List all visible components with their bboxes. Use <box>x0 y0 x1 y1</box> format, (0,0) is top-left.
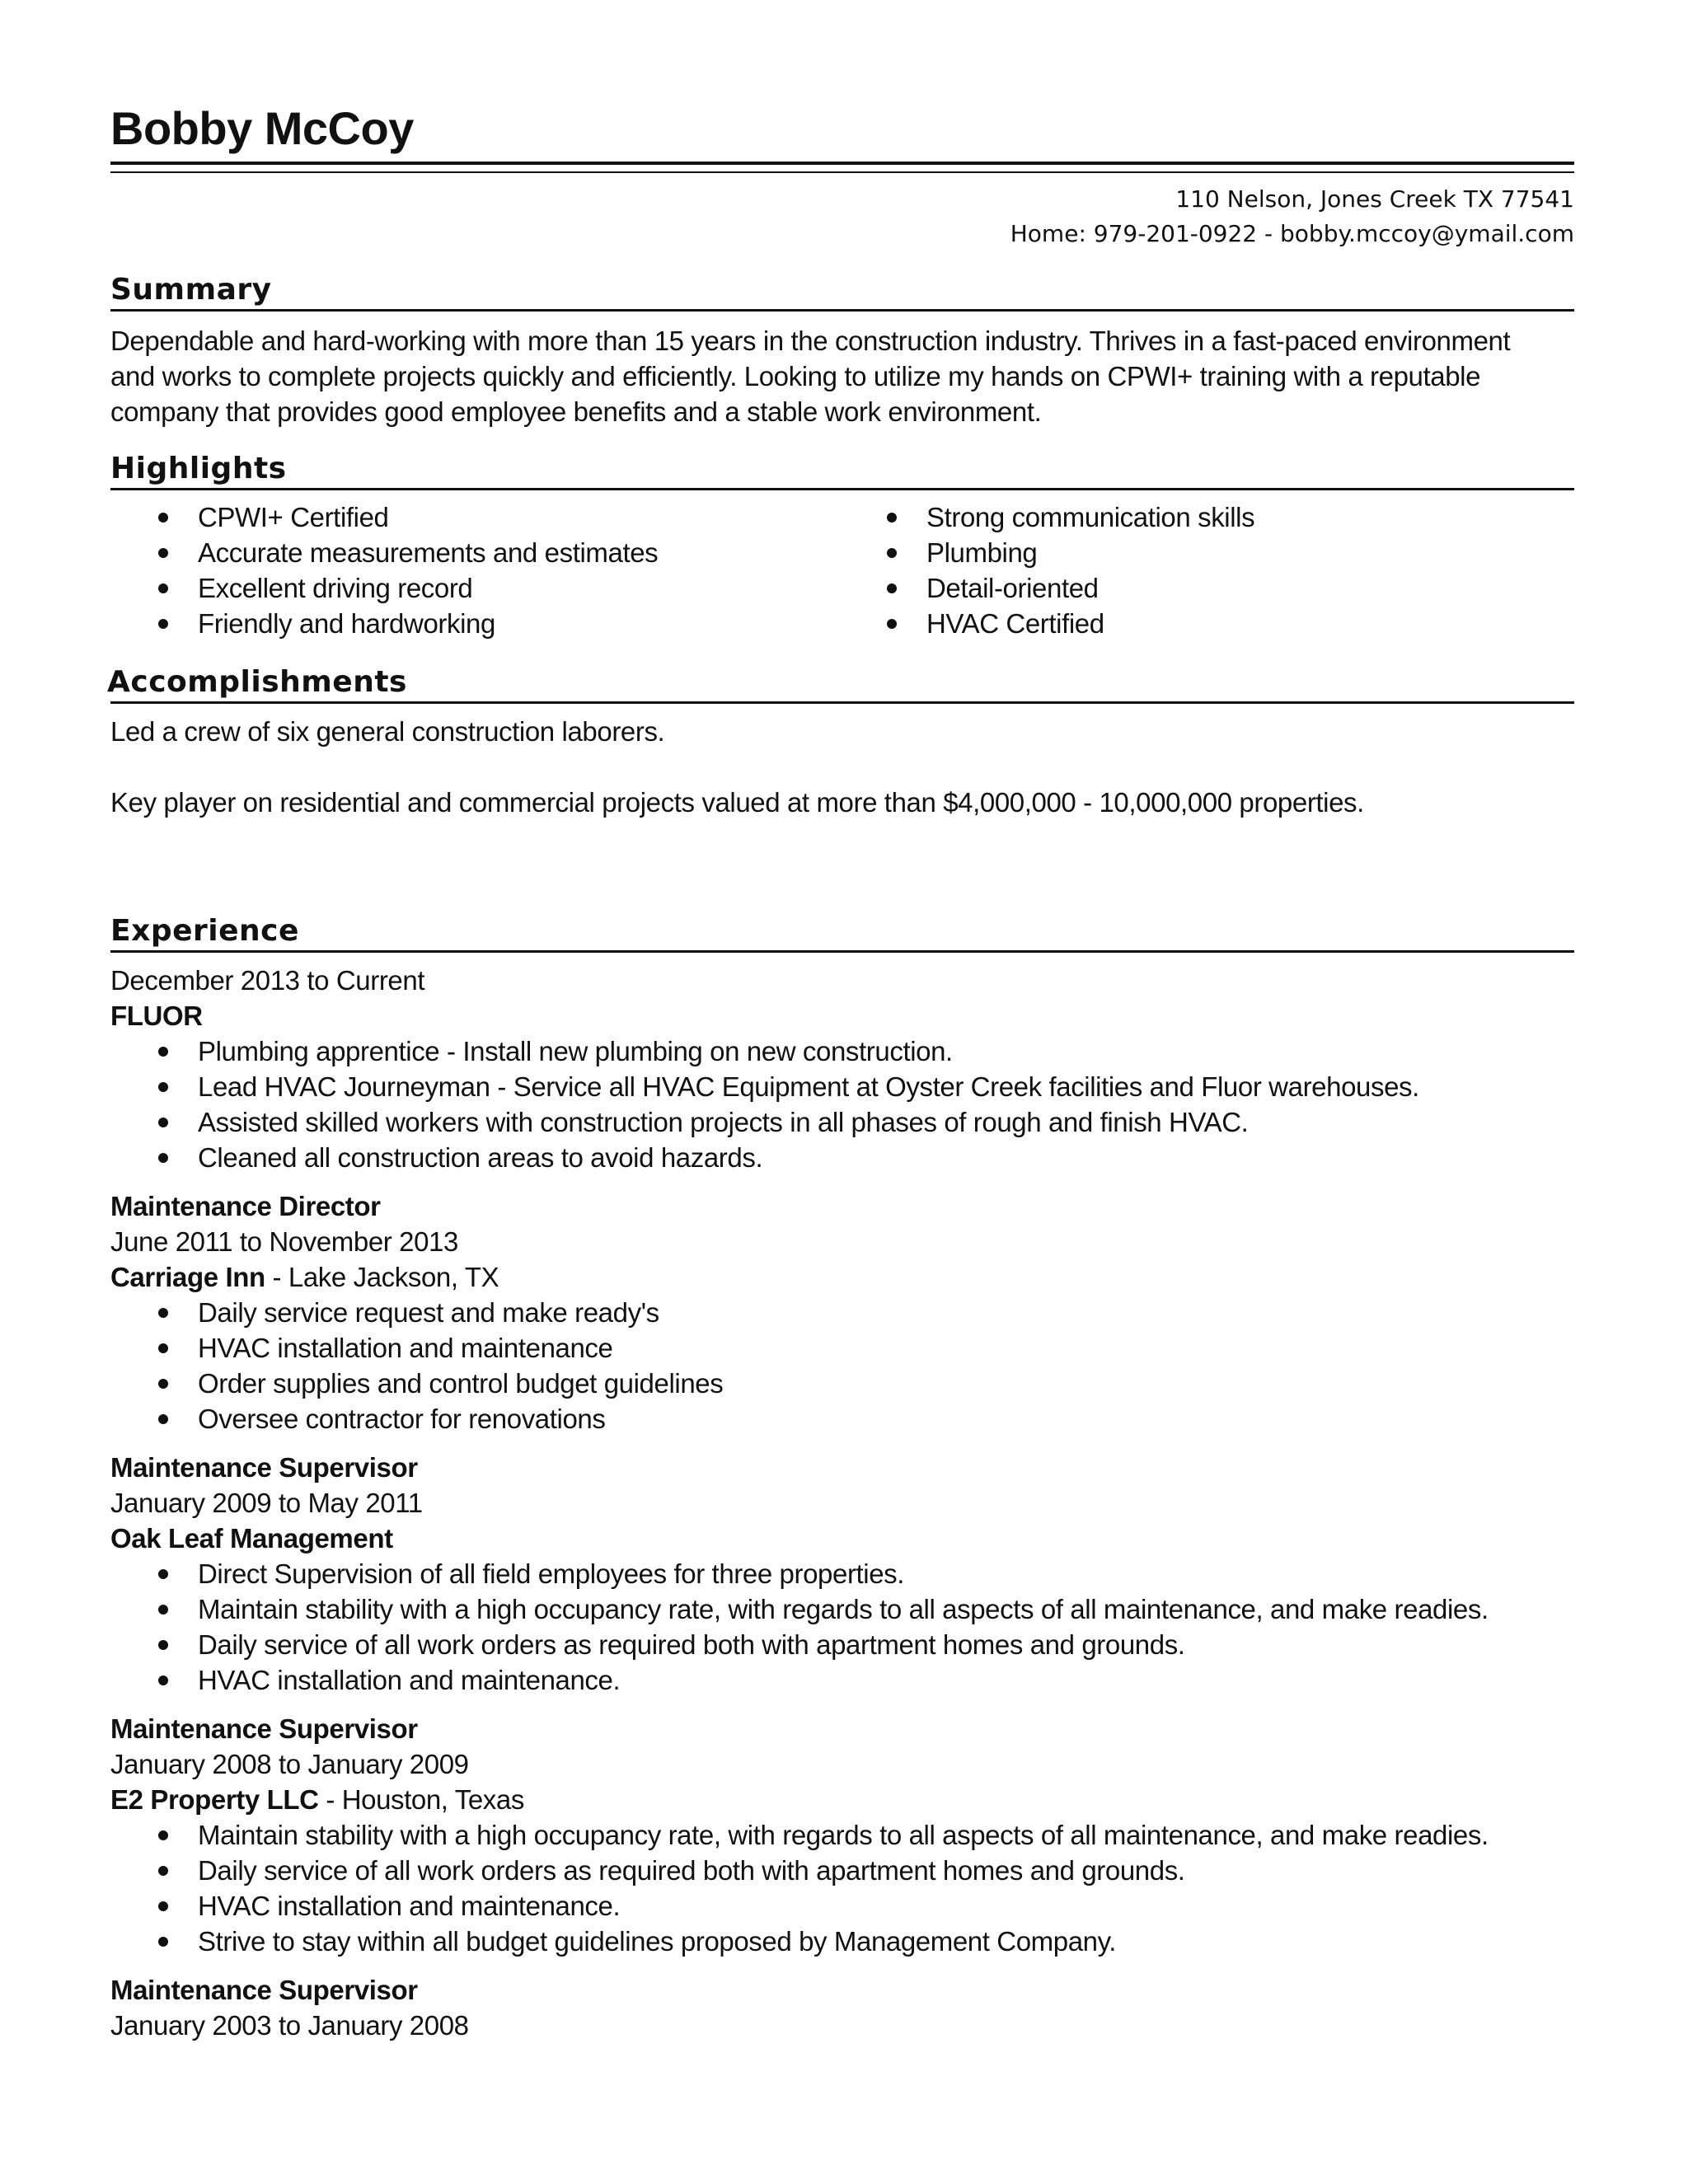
highlight-item: HVAC Certified <box>839 606 1254 641</box>
job-bullet: Daily service of all work orders as required both with apartment homes and grounds. <box>110 1627 1489 1662</box>
job-bullet: Plumbing apprentice - Install new plumbing on new construction. <box>110 1033 1419 1069</box>
contact-address: 110 Nelson, Jones Creek TX 77541 <box>1175 185 1574 213</box>
job-bullet: Direct Supervision of all field employees for three properties. <box>110 1556 1489 1591</box>
job-bullet: Oversee contractor for renovations <box>110 1401 723 1436</box>
job-bullets <box>110 1817 1489 1959</box>
accomplishments-heading: Accomplishments <box>107 665 407 699</box>
highlights-heading: Highlights <box>110 452 287 485</box>
job-bullet: Maintain stability with a high occupancy rate, with regards to all aspects of all maintenance, and make readies. <box>110 1817 1489 1853</box>
highlight-item: Strong communication skills <box>839 499 1254 535</box>
header-rule-thick <box>110 162 1574 165</box>
job-location: - Lake Jackson, TX <box>265 1262 499 1292</box>
job-bullets <box>110 1295 723 1436</box>
job-bullet: Lead HVAC Journeyman - Service all HVAC Equipment at Oyster Creek facilities and Fluor warehouses. <box>110 1069 1419 1104</box>
summary-line: and works to complete projects quickly and efficiently. Looking to utilize my hands on CPWI+ training with a reputable <box>110 361 1481 391</box>
highlight-item: Accurate measurements and estimates <box>110 535 658 570</box>
job-dates: December 2013 to Current <box>110 965 425 996</box>
job-bullets <box>110 1556 1489 1698</box>
job-bullet: Daily service request and make ready's <box>110 1295 723 1330</box>
job-company-line <box>110 998 203 1033</box>
summary-rule <box>110 309 1574 312</box>
job-bullet: Daily service of all work orders as required both with apartment homes and grounds. <box>110 1853 1489 1888</box>
resume-page <box>107 0 1574 2184</box>
job-bullets <box>110 1033 1419 1175</box>
job-dates: January 2009 to May 2011 <box>110 1488 423 1518</box>
accomplishment-item: Key player on residential and commercial projects valued at more than $4,000,000 - 10,000,000 properties. <box>110 787 1364 818</box>
job-title: Maintenance Director <box>110 1191 381 1221</box>
job-company: FLUOR <box>110 1001 203 1031</box>
job-bullet: Order supplies and control budget guidelines <box>110 1366 723 1401</box>
job-bullet: HVAC installation and maintenance. <box>110 1888 1489 1924</box>
job-dates: January 2003 to January 2008 <box>110 2010 469 2041</box>
job-bullet: HVAC installation and maintenance <box>110 1330 723 1366</box>
highlight-item: CPWI+ Certified <box>110 499 658 535</box>
job-company-line <box>110 1259 499 1295</box>
accomplishments-rule <box>110 701 1574 704</box>
accomplishment-item: Led a crew of six general construction laborers. <box>110 716 665 747</box>
experience-rule <box>110 950 1574 953</box>
job-location: - Houston, Texas <box>318 1784 524 1815</box>
highlight-item: Excellent driving record <box>110 570 658 606</box>
job-dates: January 2008 to January 2009 <box>110 1749 469 1779</box>
candidate-name: Bobby McCoy <box>110 102 414 154</box>
highlights-right-list <box>839 499 1254 641</box>
job-company: Oak Leaf Management <box>110 1523 393 1554</box>
job-bullet: Cleaned all construction areas to avoid hazards. <box>110 1140 1419 1175</box>
job-dates: June 2011 to November 2013 <box>110 1226 458 1257</box>
summary-heading: Summary <box>110 273 272 307</box>
job-company-line <box>110 1782 524 1817</box>
header-rule-thin <box>110 171 1574 173</box>
job-company: Carriage Inn <box>110 1262 265 1292</box>
summary-line: company that provides good employee benefits and a stable work environment. <box>110 396 1042 427</box>
summary-line: Dependable and hard-working with more than 15 years in the construction industry. Thrives in a fast-paced environment <box>110 326 1511 356</box>
job-title: Maintenance Supervisor <box>110 1975 418 2005</box>
job-company-line <box>110 1521 393 1556</box>
job-bullet: Maintain stability with a high occupancy rate, with regards to all aspects of all maintenance, and make readies. <box>110 1591 1489 1627</box>
job-title: Maintenance Supervisor <box>110 1713 418 1744</box>
job-company: E2 Property LLC <box>110 1784 319 1815</box>
job-bullet: HVAC installation and maintenance. <box>110 1662 1489 1698</box>
contact-phone-email: Home: 979-201-0922 - bobby.mccoy@ymail.com <box>1010 220 1574 247</box>
highlights-left-list <box>110 499 658 641</box>
job-bullet: Assisted skilled workers with construction projects in all phases of rough and finish HVAC. <box>110 1104 1419 1140</box>
summary-text <box>110 323 1574 429</box>
highlight-item: Plumbing <box>839 535 1254 570</box>
highlight-item: Detail-oriented <box>839 570 1254 606</box>
highlight-item: Friendly and hardworking <box>110 606 658 641</box>
highlights-rule <box>110 488 1574 490</box>
job-bullet: Strive to stay within all budget guidelines proposed by Management Company. <box>110 1924 1489 1959</box>
experience-heading: Experience <box>110 914 299 948</box>
job-title: Maintenance Supervisor <box>110 1452 418 1483</box>
